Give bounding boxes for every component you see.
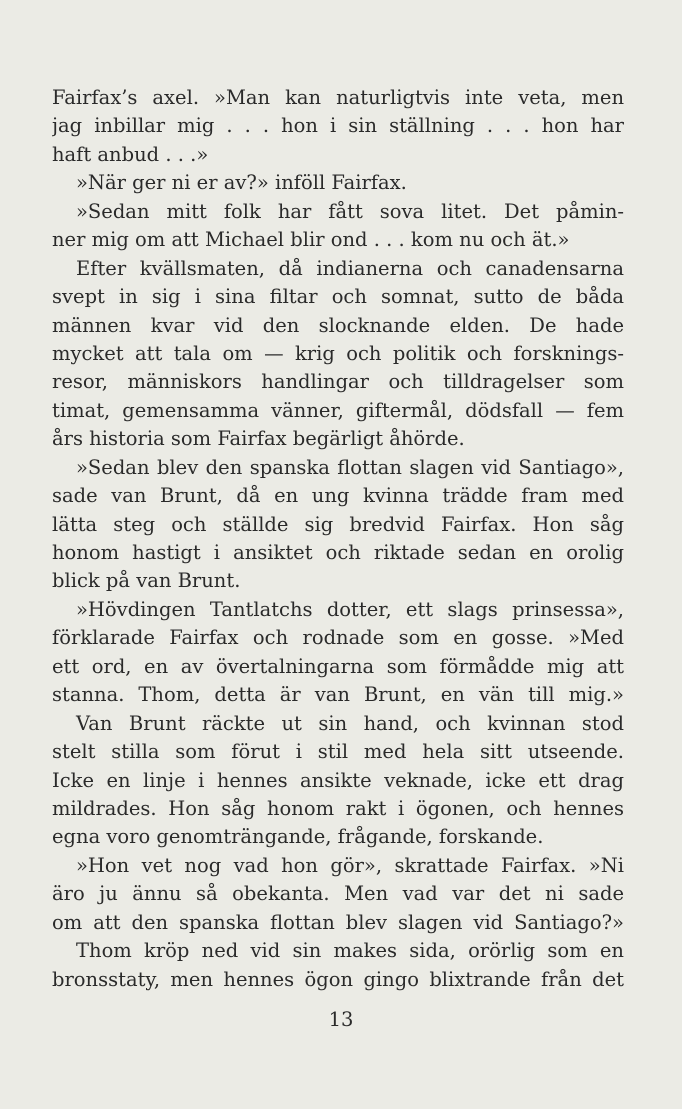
text-line: timat, gemensamma vänner, giftermål, dödsfall — fem bbox=[52, 398, 624, 422]
text-line: blick på van Brunt. bbox=[52, 569, 241, 593]
text-line: sade van Brunt, då en ung kvinna trädde fram med bbox=[52, 484, 624, 508]
text-line: Fairfax’s axel. »Man kan naturligtvis inte veta, men bbox=[52, 86, 624, 109]
text-line: års historia som Fairfax begärligt åhörde. bbox=[52, 427, 465, 451]
text-line: »Hövdingen Tantlatchs dotter, ett slags prinsessa», bbox=[76, 597, 624, 621]
text-line: jag inbillar mig . . . hon i sin ställning . . . hon har bbox=[52, 114, 624, 138]
text-line: Van Brunt räckte ut sin hand, och kvinnan stod bbox=[76, 711, 624, 735]
text-line: resor, människors handlingar och tilldragelser som bbox=[52, 370, 624, 394]
text-line: haft anbud . . .» bbox=[52, 142, 209, 166]
text-line: mycket att tala om — krig och politik och forsknings- bbox=[52, 341, 624, 365]
text-line: Efter kvällsmaten, då indianerna och canadensarna bbox=[76, 256, 624, 280]
text-line: lätta steg och ställde sig bredvid Fairfax. Hon såg bbox=[52, 512, 624, 536]
text-line: mildrades. Hon såg honom rakt i ögonen, och hennes bbox=[52, 796, 624, 820]
text-line: »Hon vet nog vad hon gör», skrattade Fairfax. »Ni bbox=[76, 853, 624, 877]
text-line: Thom kröp ned vid sin makes sida, orörlig som en bbox=[76, 939, 624, 963]
text-line: stanna. Thom, detta är van Brunt, en vän till mig.» bbox=[52, 683, 624, 707]
text-line: svept in sig i sina filtar och somnat, sutto de båda bbox=[52, 285, 624, 309]
text-line: Icke en linje i hennes ansikte veknade, icke ett drag bbox=[52, 768, 624, 792]
text-line: »Sedan blev den spanska flottan slagen vid Santiago», bbox=[76, 455, 624, 479]
text-line: honom hastigt i ansiktet och riktade sedan en orolig bbox=[52, 541, 624, 564]
page-number: 13 bbox=[328, 1008, 354, 1031]
text-line: »Sedan mitt folk har fått sova litet. Det påmin- bbox=[76, 199, 624, 223]
text-line: männen kvar vid den slocknande elden. De hade bbox=[52, 313, 624, 337]
text-line: bronsstaty, men hennes ögon gingo blixtrande från det bbox=[52, 967, 624, 991]
text-line: ett ord, en av övertalningarna som förmådde mig att bbox=[52, 654, 624, 678]
text-line: »När ger ni er av?» inföll Fairfax. bbox=[76, 171, 407, 195]
text-line: förklarade Fairfax och rodnade som en gosse. »Med bbox=[52, 626, 624, 650]
text-line: egna voro genomträngande, frågande, forskande. bbox=[52, 825, 544, 849]
text-line: om att den spanska flottan blev slagen vid Santiago?» bbox=[52, 910, 624, 934]
text-line: äro ju ännu så obekanta. Men vad var det ni sade bbox=[52, 882, 624, 906]
text-line: stelt stilla som förut i stil med hela sitt utseende. bbox=[52, 740, 624, 764]
text-line: ner mig om att Michael blir ond . . . kom nu och ät.» bbox=[52, 228, 570, 252]
body-text bbox=[52, 84, 624, 994]
